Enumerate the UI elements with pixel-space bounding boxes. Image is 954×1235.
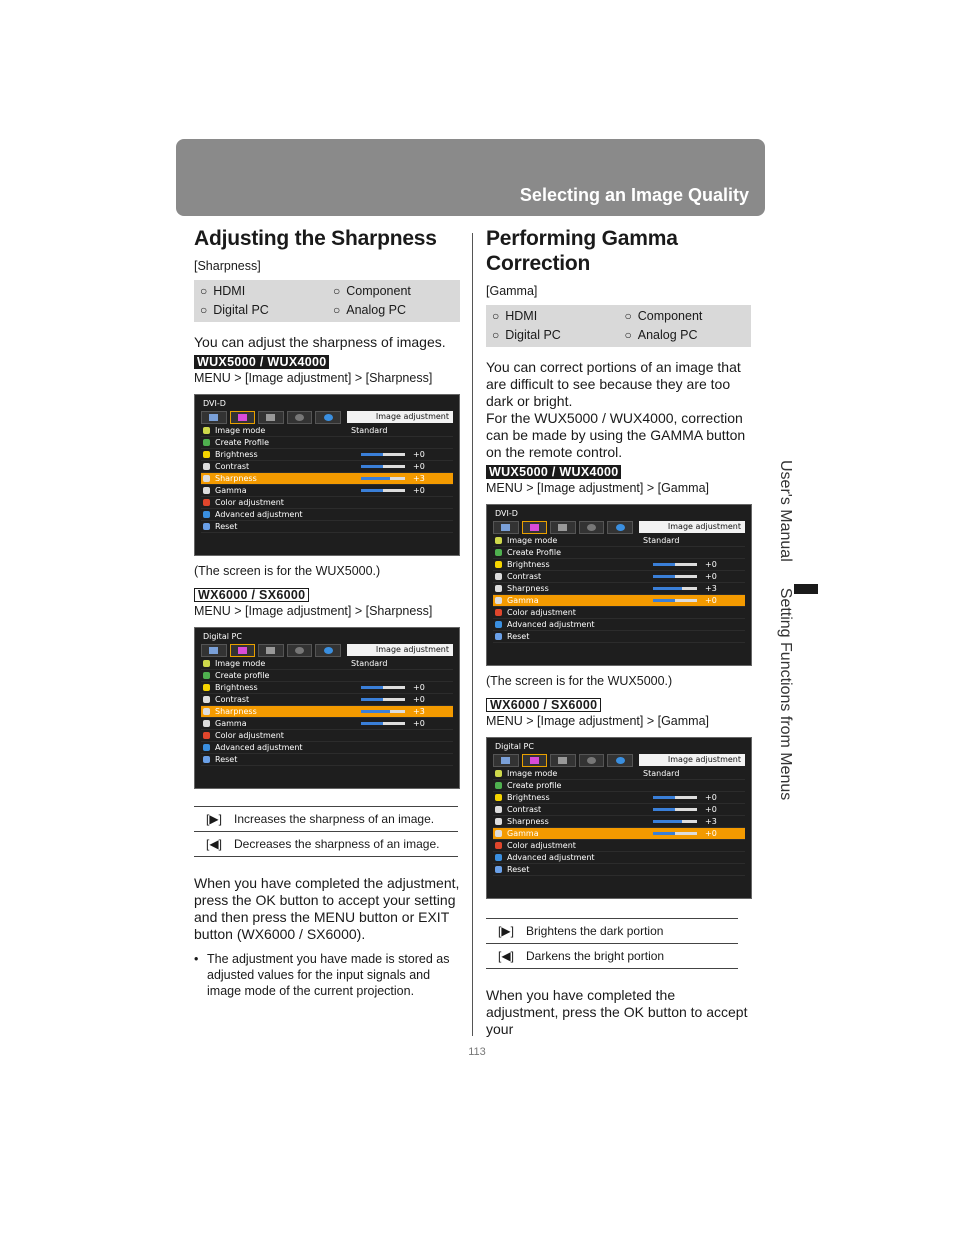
osd-row-value: +0 [705, 596, 717, 605]
osd-row-value: +0 [705, 560, 717, 569]
osd-level-bar [653, 808, 697, 811]
osd-row-value: +0 [413, 719, 425, 728]
osd-row-icon [203, 660, 210, 667]
osd-row-label: Gamma [215, 486, 247, 495]
osd-row-label: Advanced adjustment [507, 620, 595, 629]
osd-row-label: Image mode [215, 659, 266, 668]
osd-tab-icon [607, 754, 633, 767]
osd-level-fill [653, 832, 675, 835]
osd-screen [486, 504, 752, 666]
input-analog-pc: ○ Analog PC [327, 301, 460, 320]
osd-tab-icon [230, 644, 256, 657]
osd-tab-icon [201, 411, 227, 424]
completion-text: When you have completed the adjustment, press the OK button to accept your setting and then press the MENU button or EXIT button (WX6000 / SX6000). [194, 875, 460, 942]
osd-row-label: Color adjustment [507, 608, 576, 617]
column-divider [472, 233, 473, 1036]
osd-row-label: Image mode [507, 769, 558, 778]
function-row [486, 919, 738, 944]
osd-row-label: Sharpness [507, 584, 549, 593]
osd-tab-icon [550, 521, 576, 534]
osd-row-icon [203, 708, 210, 715]
osd-menu-row [201, 485, 453, 497]
osd-row-icon [203, 451, 210, 458]
input-signal-box [486, 305, 751, 347]
osd-menu-row [493, 583, 745, 595]
osd-menu-row [493, 804, 745, 816]
osd-row-label: Sharpness [507, 817, 549, 826]
osd-level-fill [653, 808, 675, 811]
osd-level-bar [361, 489, 405, 492]
osd-tab-icon [287, 411, 313, 424]
page-title: Performing Gamma Correction [486, 227, 678, 275]
osd-row-icon [495, 561, 502, 568]
osd-row-value: Standard [351, 659, 388, 668]
osd-level-fill [361, 453, 383, 456]
osd-row-icon [203, 732, 210, 739]
osd-tab-icon [493, 754, 519, 767]
osd-menu-title: Image adjustment [639, 754, 745, 766]
osd-level-fill [361, 710, 390, 713]
input-component: ○ Component [619, 307, 752, 326]
osd-menu-row [201, 658, 453, 670]
osd-row-label: Contrast [507, 805, 542, 814]
osd-menu-row [201, 682, 453, 694]
gamma-column [486, 226, 751, 1038]
osd-menu-row [201, 473, 453, 485]
function-table [194, 806, 458, 857]
osd-menu-list [201, 658, 453, 766]
chapter-marker [794, 584, 818, 594]
osd-row-icon [495, 633, 502, 640]
screen-note: (The screen is for the WUX5000.) [486, 674, 673, 688]
osd-tab-icon [258, 644, 284, 657]
osd-row-label: Create profile [507, 781, 562, 790]
osd-row-icon [495, 806, 502, 813]
osd-row-label: Create Profile [507, 548, 561, 557]
osd-screen [486, 737, 752, 899]
osd-row-value: +0 [413, 450, 425, 459]
osd-row-value: +0 [413, 486, 425, 495]
osd-level-bar [361, 686, 405, 689]
osd-row-icon [203, 511, 210, 518]
osd-level-fill [361, 489, 383, 492]
osd-row-icon [203, 720, 210, 727]
osd-menu-title: Image adjustment [347, 411, 453, 423]
osd-menu-row [201, 730, 453, 742]
page-title: Adjusting the Sharpness [194, 227, 437, 250]
function-row [194, 832, 458, 857]
osd-row-label: Reset [215, 755, 238, 764]
osd-row-icon [495, 621, 502, 628]
model-label: WX6000 / SX6000 [486, 698, 601, 712]
osd-row-label: Image mode [215, 426, 266, 435]
section-title: Selecting an Image Quality [519, 185, 749, 205]
osd-level-fill [361, 465, 383, 468]
osd-row-icon [495, 854, 502, 861]
osd-row-icon [495, 609, 502, 616]
osd-menu-row [493, 619, 745, 631]
osd-source-label: DVI-D [203, 399, 226, 408]
osd-menu-row [493, 571, 745, 583]
osd-row-label: Image mode [507, 536, 558, 545]
osd-row-label: Reset [507, 865, 530, 874]
osd-row-icon [203, 475, 210, 482]
osd-row-icon [203, 463, 210, 470]
side-tab-text [776, 460, 794, 800]
sharpness-column [194, 226, 460, 999]
osd-menu-list [493, 768, 745, 876]
osd-level-fill [653, 599, 675, 602]
osd-tab-icon [550, 754, 576, 767]
osd-row-icon [203, 523, 210, 530]
osd-row-label: Sharpness [215, 474, 257, 483]
input-analog-pc: ○ Analog PC [619, 326, 752, 345]
osd-row-icon [495, 573, 502, 580]
osd-source-label: DVI-D [495, 509, 518, 518]
osd-menu-row [493, 595, 745, 607]
osd-row-label: Color adjustment [507, 841, 576, 850]
osd-menu-row [201, 509, 453, 521]
osd-row-icon [495, 770, 502, 777]
osd-menu-row [201, 449, 453, 461]
osd-menu-row [493, 607, 745, 619]
osd-row-label: Contrast [215, 462, 250, 471]
osd-tab-icon [201, 644, 227, 657]
function-row [194, 807, 458, 832]
osd-menu-row [201, 742, 453, 754]
osd-menu-row [493, 780, 745, 792]
intro-text: You can adjust the sharpness of images. [194, 334, 446, 350]
osd-row-icon [495, 597, 502, 604]
osd-menu-row [493, 535, 745, 547]
osd-row-icon [203, 696, 210, 703]
osd-level-fill [361, 477, 390, 480]
input-digital-pc: ○ Digital PC [194, 301, 327, 320]
osd-row-label: Reset [215, 522, 238, 531]
osd-row-value: +0 [413, 683, 425, 692]
osd-level-fill [653, 796, 675, 799]
model-label: WUX5000 / WUX4000 [194, 355, 329, 369]
osd-menu-row [493, 631, 745, 643]
osd-level-fill [653, 587, 682, 590]
osd-menu-row [493, 828, 745, 840]
chapter-label: Setting Functions from Menus [777, 587, 794, 801]
osd-menu-row [493, 547, 745, 559]
menu-path: MENU > [Image adjustment] > [Sharpness] [194, 604, 433, 618]
osd-row-value: +0 [705, 572, 717, 581]
osd-level-bar [361, 722, 405, 725]
input-hdmi: ○ HDMI [486, 307, 619, 326]
osd-row-label: Contrast [215, 695, 250, 704]
osd-tab-bar [201, 411, 341, 423]
osd-tab-icon [522, 754, 548, 767]
osd-tab-icon [522, 521, 548, 534]
osd-row-icon [495, 866, 502, 873]
menu-tag: [Sharpness] [194, 259, 261, 273]
osd-row-label: Gamma [215, 719, 247, 728]
osd-menu-row [493, 864, 745, 876]
osd-row-label: Create profile [215, 671, 270, 680]
manual-label: User's Manual [777, 460, 794, 562]
completion-text: When you have completed the adjustment, press the OK button to accept your [486, 987, 748, 1037]
osd-row-value: Standard [643, 536, 680, 545]
function-desc: Decreases the sharpness of an image. [234, 837, 440, 851]
osd-level-bar [653, 796, 697, 799]
osd-source-label: Digital PC [203, 632, 242, 641]
input-hdmi: ○ HDMI [194, 282, 327, 301]
osd-row-value: +0 [705, 793, 717, 802]
osd-tab-icon [258, 411, 284, 424]
osd-screen [194, 394, 460, 556]
osd-level-bar [361, 453, 405, 456]
osd-row-label: Contrast [507, 572, 542, 581]
right-key-label: [▶] [498, 924, 514, 938]
osd-row-icon [495, 549, 502, 556]
screen-note: (The screen is for the WUX5000.) [194, 564, 381, 578]
osd-row-icon [495, 818, 502, 825]
osd-tab-bar [201, 644, 341, 656]
menu-path: MENU > [Image adjustment] > [Gamma] [486, 714, 709, 728]
section-header-band [176, 139, 765, 216]
function-table [486, 918, 738, 969]
osd-level-bar [653, 563, 697, 566]
osd-row-icon [203, 487, 210, 494]
osd-row-icon [495, 830, 502, 837]
osd-level-fill [653, 563, 675, 566]
osd-menu-list [493, 535, 745, 643]
osd-row-value: +3 [413, 707, 425, 716]
osd-row-value: +0 [413, 462, 425, 471]
osd-tab-icon [579, 521, 605, 534]
osd-screen [194, 627, 460, 789]
input-signal-box [194, 280, 460, 322]
osd-row-label: Brightness [215, 450, 258, 459]
osd-level-bar [653, 587, 697, 590]
osd-level-fill [653, 820, 682, 823]
right-key-label: [▶] [206, 812, 222, 826]
osd-tab-bar [493, 754, 633, 766]
osd-menu-row [493, 816, 745, 828]
osd-source-label: Digital PC [495, 742, 534, 751]
osd-menu-row [201, 754, 453, 766]
function-desc: Increases the sharpness of an image. [234, 812, 435, 826]
osd-menu-row [201, 461, 453, 473]
osd-row-label: Gamma [507, 596, 539, 605]
osd-menu-row [201, 670, 453, 682]
osd-row-label: Brightness [507, 560, 550, 569]
model-label: WUX5000 / WUX4000 [486, 465, 621, 479]
osd-row-icon [495, 537, 502, 544]
osd-row-value: +0 [705, 829, 717, 838]
osd-menu-row [201, 718, 453, 730]
osd-row-label: Brightness [507, 793, 550, 802]
page-number: 113 [468, 1046, 486, 1058]
osd-tab-icon [493, 521, 519, 534]
osd-row-label: Advanced adjustment [215, 743, 303, 752]
function-desc: Darkens the bright portion [526, 949, 665, 963]
osd-level-fill [361, 722, 383, 725]
osd-row-icon [203, 439, 210, 446]
osd-menu-row [493, 559, 745, 571]
osd-menu-row [201, 694, 453, 706]
osd-menu-row [201, 706, 453, 718]
osd-level-fill [361, 698, 383, 701]
osd-row-label: Create Profile [215, 438, 269, 447]
osd-row-icon [203, 684, 210, 691]
osd-tab-icon [315, 644, 341, 657]
osd-row-icon [203, 499, 210, 506]
osd-menu-row [201, 437, 453, 449]
osd-tab-icon [607, 521, 633, 534]
function-desc: Brightens the dark portion [526, 924, 664, 938]
osd-row-icon [495, 585, 502, 592]
osd-row-icon [495, 794, 502, 801]
osd-row-label: Gamma [507, 829, 539, 838]
osd-menu-list [201, 425, 453, 533]
side-tab [758, 460, 818, 840]
osd-level-bar [653, 832, 697, 835]
osd-menu-row [201, 425, 453, 437]
menu-path: MENU > [Image adjustment] > [Sharpness] [194, 371, 433, 385]
osd-level-bar [653, 820, 697, 823]
bullet-note: • The adjustment you have made is stored as adjusted values for the input signals and image mode of the current projection. [194, 951, 460, 999]
osd-row-label: Sharpness [215, 707, 257, 716]
osd-tab-icon [315, 411, 341, 424]
input-digital-pc: ○ Digital PC [486, 326, 619, 345]
osd-tab-bar [493, 521, 633, 533]
left-key-label: [◀] [498, 949, 514, 963]
osd-row-label: Reset [507, 632, 530, 641]
osd-row-value: +3 [413, 474, 425, 483]
left-key-label: [◀] [206, 837, 222, 851]
intro-text: You can correct portions of an image that are difficult to see because they are too dark or bright. [486, 359, 741, 409]
menu-path: MENU > [Image adjustment] > [Gamma] [486, 481, 709, 495]
function-row [486, 944, 738, 969]
osd-row-value: +0 [413, 695, 425, 704]
osd-row-icon [495, 782, 502, 789]
osd-menu-row [493, 840, 745, 852]
osd-row-value: +3 [705, 817, 717, 826]
osd-tab-icon [230, 411, 256, 424]
osd-tab-icon [579, 754, 605, 767]
osd-menu-row [201, 521, 453, 533]
intro-text-2: For the WUX5000 / WUX4000, correction can be made by using the GAMMA button on the remote control. [486, 410, 746, 460]
osd-row-label: Advanced adjustment [215, 510, 303, 519]
osd-row-icon [203, 756, 210, 763]
osd-tab-icon [287, 644, 313, 657]
osd-row-value: Standard [351, 426, 388, 435]
osd-row-icon [203, 427, 210, 434]
osd-row-icon [495, 842, 502, 849]
osd-row-icon [203, 672, 210, 679]
osd-level-fill [361, 686, 383, 689]
osd-row-label: Color adjustment [215, 731, 284, 740]
input-component: ○ Component [327, 282, 460, 301]
model-label: WX6000 / SX6000 [194, 588, 309, 602]
menu-tag: [Gamma] [486, 284, 538, 298]
osd-menu-title: Image adjustment [347, 644, 453, 656]
osd-row-value: +3 [705, 584, 717, 593]
osd-menu-row [493, 852, 745, 864]
osd-level-fill [653, 575, 675, 578]
osd-menu-row [201, 497, 453, 509]
osd-level-bar [361, 698, 405, 701]
osd-menu-row [493, 768, 745, 780]
osd-level-bar [653, 599, 697, 602]
osd-menu-title: Image adjustment [639, 521, 745, 533]
osd-level-bar [361, 477, 405, 480]
osd-row-label: Advanced adjustment [507, 853, 595, 862]
osd-level-bar [361, 710, 405, 713]
osd-row-label: Color adjustment [215, 498, 284, 507]
osd-menu-row [493, 792, 745, 804]
osd-level-bar [653, 575, 697, 578]
osd-row-value: +0 [705, 805, 717, 814]
osd-row-value: Standard [643, 769, 680, 778]
osd-level-bar [361, 465, 405, 468]
osd-row-icon [203, 744, 210, 751]
osd-row-label: Brightness [215, 683, 258, 692]
